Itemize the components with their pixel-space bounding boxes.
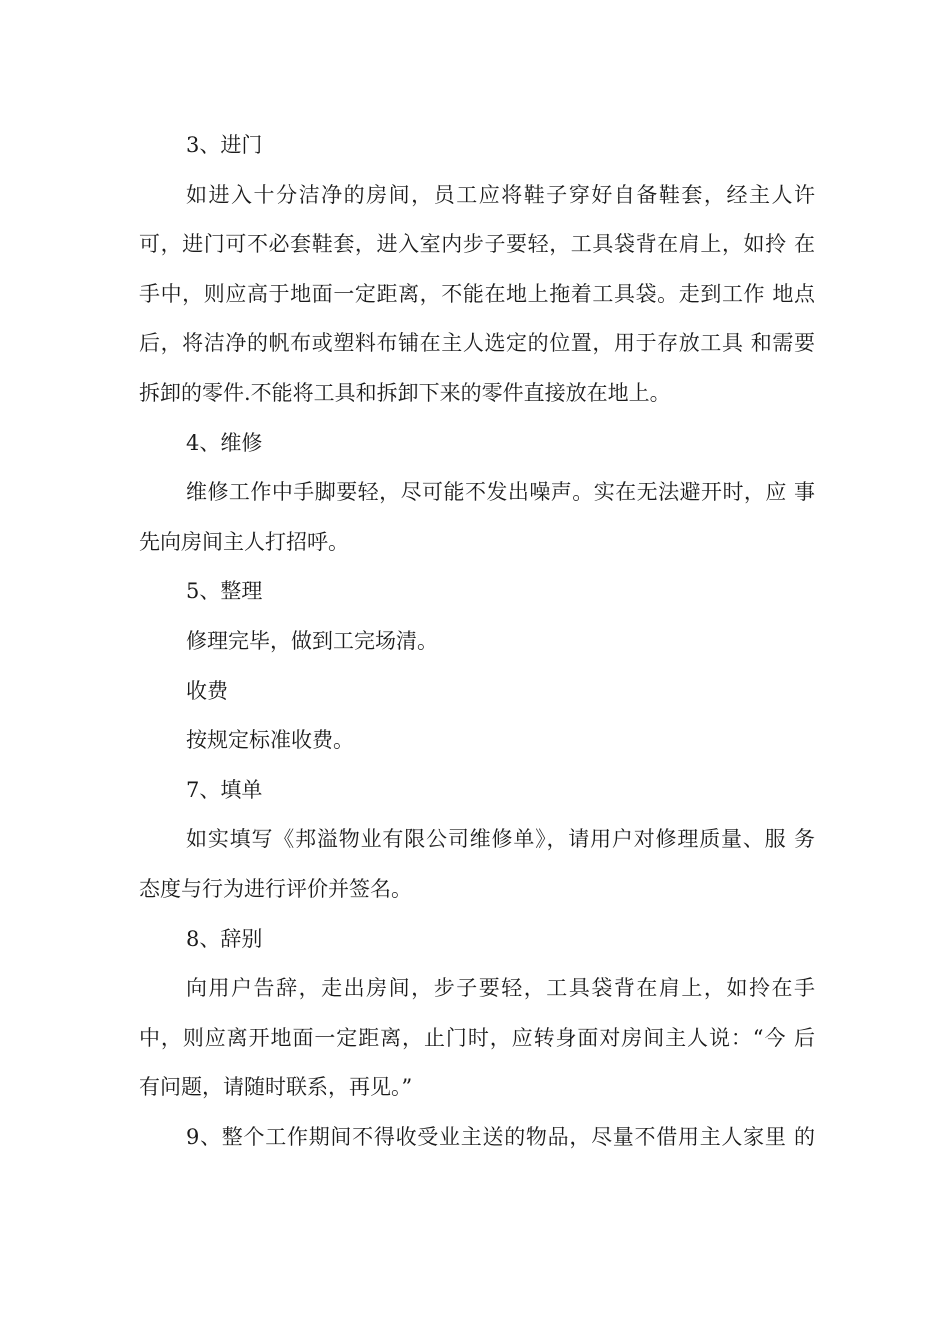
text-line: 先向房间主人打招呼。 — [139, 529, 349, 554]
text-line: 按规定标准收费。 — [186, 728, 354, 753]
text-line: 8、辞别 — [186, 926, 263, 951]
text-line: 态度与行为进行评价并签名。 — [139, 876, 412, 901]
text-line: 7、填单 — [186, 777, 263, 802]
text-line: 中，则应离开地面一定距离，止门时，应转身面对房间主人说：“今 后 — [139, 1025, 815, 1050]
text-line: 向用户告辞，走出房间，步子要轻，工具袋背在肩上，如拎在手 — [186, 976, 815, 1001]
text-line: 如实填写《邦溢物业有限公司维修单》，请用户对修理质量、服 务 — [186, 827, 815, 852]
text-line: 3、进门 — [186, 133, 263, 157]
text-line: 有问题，请随时联系，再见。” — [139, 1075, 413, 1100]
text-line: 如进入十分洁净的房间，员工应将鞋子穿好自备鞋套，经主人许 — [186, 182, 815, 207]
text-line: 5、整理 — [186, 579, 263, 604]
text-line: 4、维修 — [186, 430, 263, 455]
text-line: 维修工作中手脚要轻，尽可能不发出噪声。实在无法避开时，应 事 — [186, 480, 815, 505]
text-line: 手中，则应高于地面一定距离，不能在地上拖着工具袋。走到工作 地点 — [139, 281, 815, 306]
text-line: 修理完毕，做到工完场清。 — [186, 628, 438, 653]
text-line: 收费 — [186, 678, 228, 703]
text-line: 可，进门可不必套鞋套，进入室内步子要轻，工具袋背在肩上，如拎 在 — [139, 232, 815, 257]
text-line: 后，将洁净的帆布或塑料布铺在主人选定的位置，用于存放工具 和需要 — [139, 331, 815, 356]
text-line: 拆卸的零件.不能将工具和拆卸下来的零件直接放在地上。 — [139, 380, 671, 405]
text-line: 9、整个工作期间不得收受业主送的物品，尽量不借用主人家里 的 — [186, 1124, 815, 1149]
document-body — [139, 127, 815, 1168]
